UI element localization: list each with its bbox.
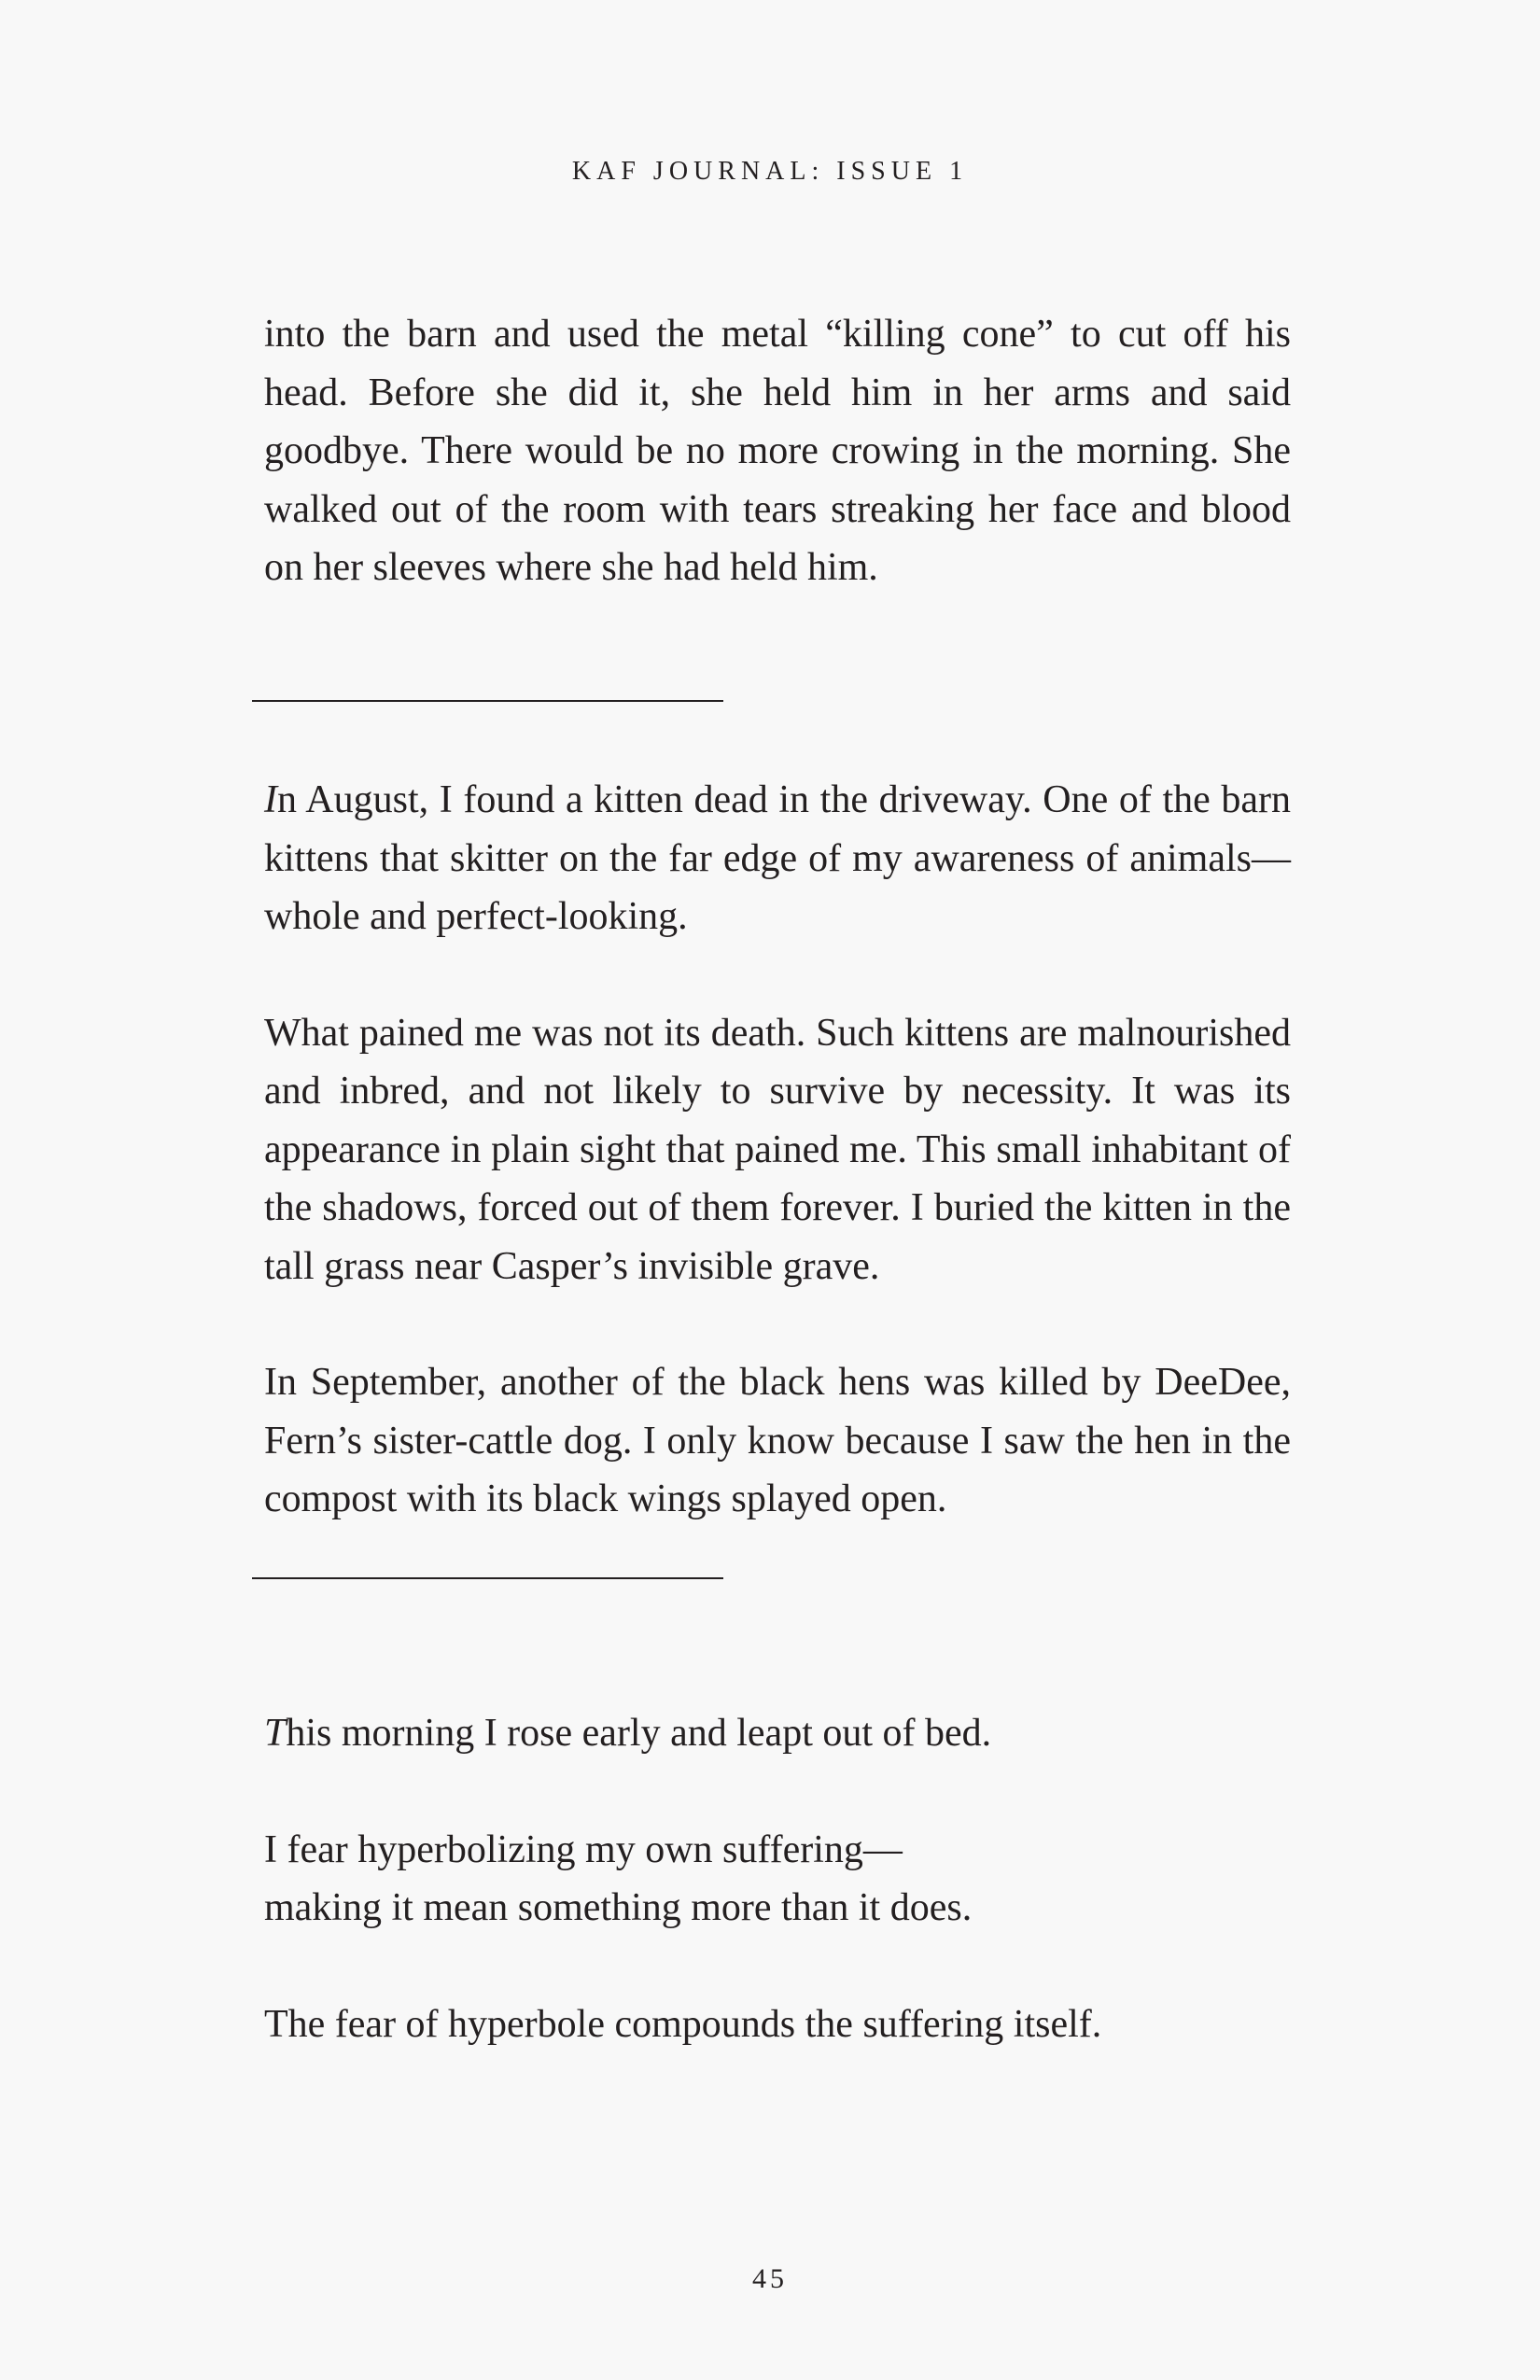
paragraph: What pained me was not its death. Such kittens are malnourished and inbred, and not likely to survive by necessity. It was its appearance in plain sight that pained me. This small inhabitant of the shadows, forced out of them forever. I buried the kitten in the tall grass near Casper’s invisible grave.	[264, 1011, 1291, 1288]
italic-initial: I	[264, 778, 277, 821]
paragraph: In September, another of the black hens was killed by DeeDee, Fern’s sister-cattle dog. I only know because I saw the hen in the compost with its black wings splayed open.	[264, 1361, 1291, 1520]
paragraph-text: n August, I found a kitten dead in the driveway. One of the barn kittens that skitter on the far edge of my awareness of animals—whole and perfect-looking.	[264, 778, 1291, 938]
stanza	[264, 1821, 1291, 1938]
verse-line: making it mean something more than it does.	[264, 1886, 973, 1929]
paragraph	[264, 771, 1291, 946]
page-number: 45	[752, 2263, 788, 2294]
section-3	[264, 1704, 1291, 2053]
italic-initial: T	[264, 1712, 287, 1755]
paragraph: into the barn and used the metal “killing cone” to cut off his head. Before she did it, she held him in her arms and said goodbye. There would be no more crowing in the morning. She walked out of the room with tears streaking her face and blood on her sleeves where she had held him.	[264, 313, 1291, 589]
running-header: KAF JOURNAL: ISSUE 1	[571, 157, 969, 186]
verse-line: The fear of hyperbole compounds the suffering itself.	[264, 2002, 1102, 2046]
section-1	[264, 305, 1291, 597]
section-divider	[252, 1577, 723, 1579]
section-divider	[252, 700, 723, 702]
verse-text: his morning I rose early and leapt out of bed.	[286, 1712, 992, 1755]
section-2	[264, 771, 1291, 1529]
verse-line: I fear hyperbolizing my own suffering—	[264, 1827, 903, 1871]
verse-line	[264, 1704, 1291, 1763]
